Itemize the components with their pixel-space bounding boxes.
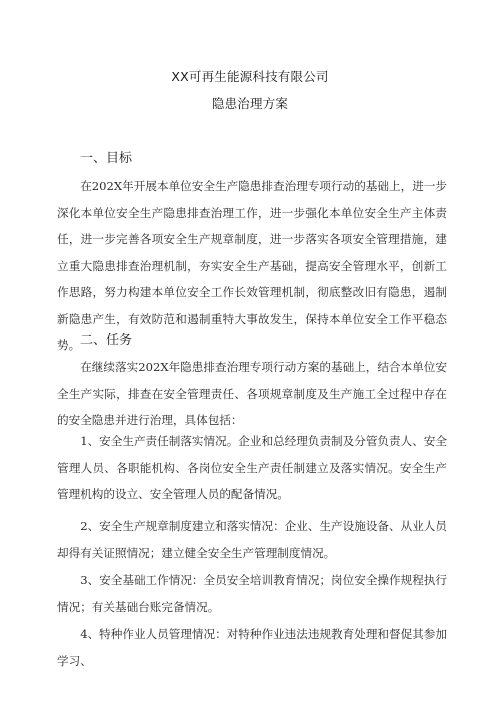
section-heading-tasks: 二、任务 — [80, 333, 133, 348]
tasks-intro-paragraph: 在继续落实202X年隐患排查治理专项行动方案的基础上，结合本单位安全生产实际，排查在安全管理责任、各项规章制度及生产施工全过程中存在的安全隐患并进行治理，具体包括： — [57, 360, 447, 427]
task-item-2: 2、安全生产规章制度建立和落实情况：企业、生产设施设备、从业人员却得有关证照情况；建立健全安全生产管理制度情况。 — [57, 519, 447, 560]
company-name: XX可再生能源科技有限公司 — [171, 69, 329, 84]
task-item-1: 1、安全生产责任制落实情况。企业和总经理负责制及分管负责人、安全管理人员、各职能机构、各岗位安全生产责任制建立及落实情况。安全生产管理机构的设立、安全管理人员的配备情况。 — [57, 434, 447, 501]
task-item-3: 3、安全基础工作情况：全员安全培训教育情况；岗位安全操作规程执行情况；有关基础台账完备情况。 — [57, 573, 447, 614]
task-item-4: 4、特种作业人员管理情况：对特种作业违法违规教育处理和督促其参加学习、 — [57, 627, 447, 668]
section-heading-goal: 一、目标 — [80, 151, 133, 166]
goal-paragraph: 在202X年开展本单位安全生产隐患排查治理专项行动的基础上，进一步深化本单位安全生产隐患排查治理工作，进一步强化本单位安全生产主体责任，进一步完善各项安全生产规章制度，进一步落实各项安全管理措施，建立重大隐患排查治理机制，夯实安全生产基础，提高安全管理水平，创新工作思路，努力构建本单位安全工作长效管理机制，彻底整改旧有隐患，遏制新隐患产生，有效防范和遏制重特大事故发生，保持本单位安全工作平稳态势。 — [57, 179, 447, 352]
document-title: 隐患治理方案 — [211, 96, 289, 111]
